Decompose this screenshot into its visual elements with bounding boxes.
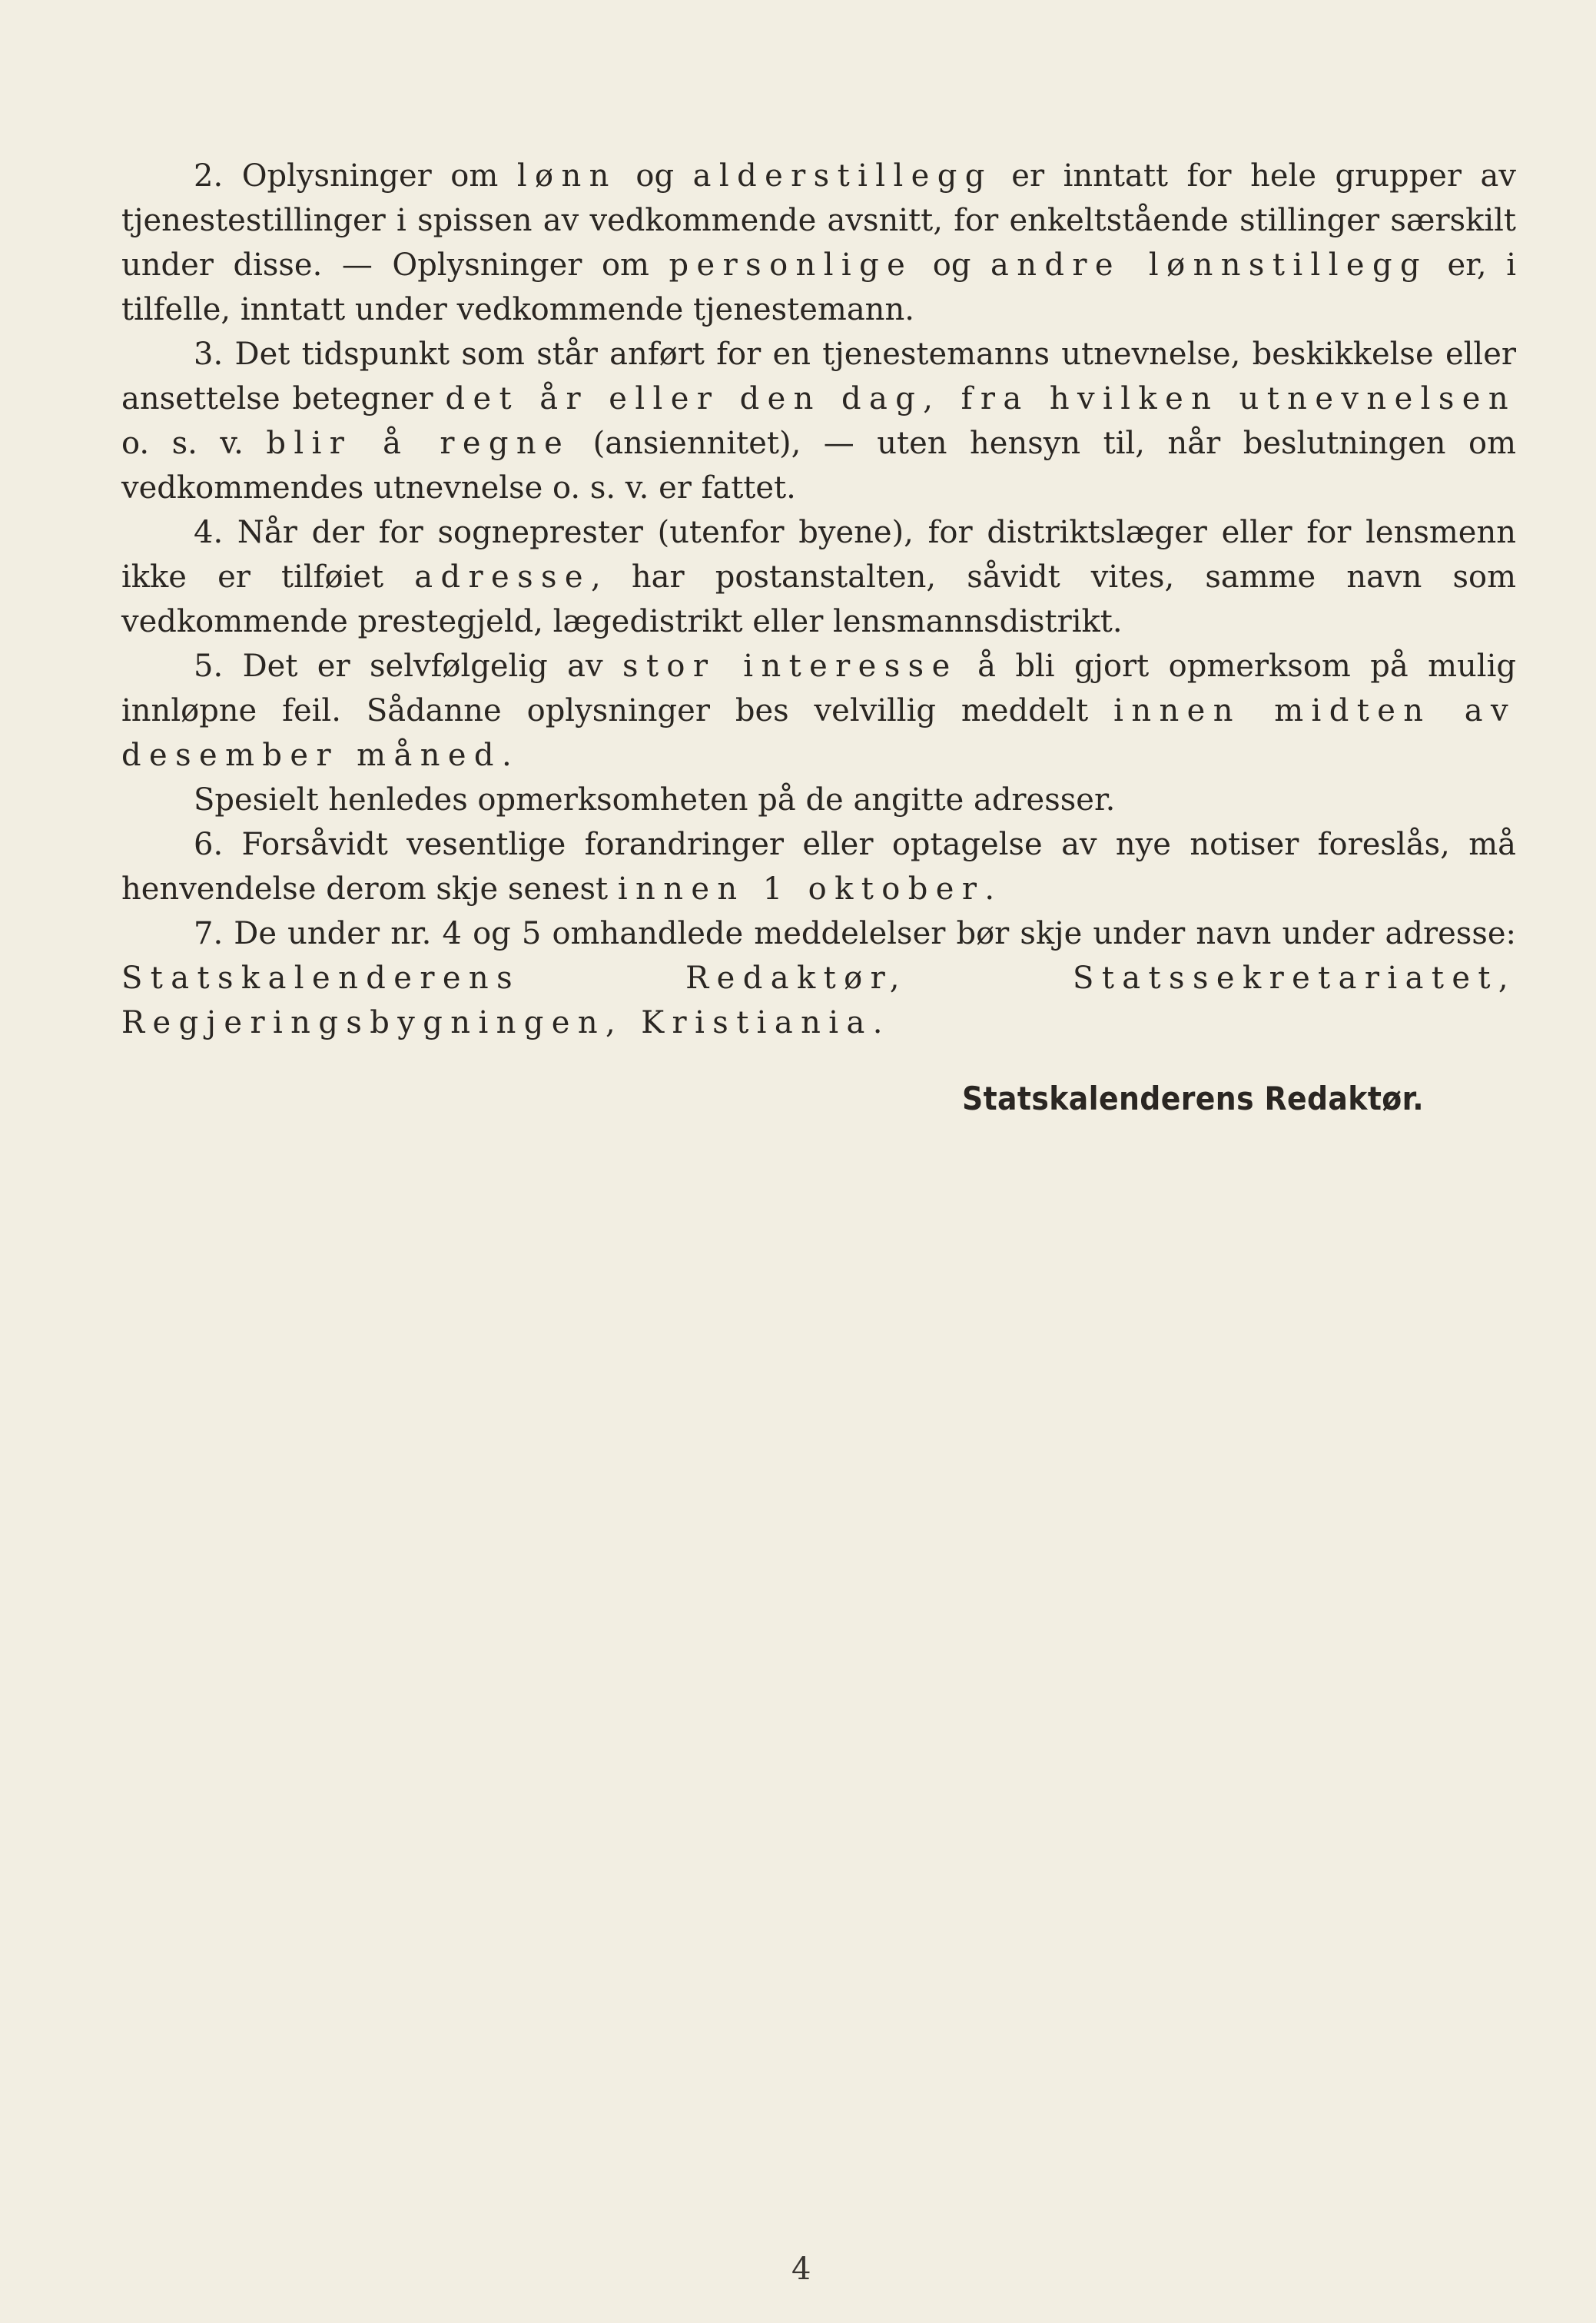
paragraph (121, 332, 1516, 510)
text-run: 6. Forsåvidt vesentlige forandringer eller optagelse av nye notiser foreslås, må henvendelse derom skje senest (121, 827, 1516, 907)
text-run: er, i tilfelle, inntatt under vedkommende tjenestemann. (121, 247, 1516, 327)
text-run: og (913, 247, 990, 283)
text-run: . (872, 1005, 883, 1040)
spaced-emphasis: blir å regne (266, 426, 571, 461)
spaced-emphasis: alderstillegg (692, 158, 993, 194)
signature: Statskalenderens Redaktør. (962, 1080, 1424, 1117)
text-run: Spesielt henledes opmerksomheten på de angitte adresser. (194, 782, 1116, 818)
text-run: , har postanstalten, såvidt vites, samme navn som vedkommende prestegjeld, lægedistrikt eller lensmannsdistrikt. (121, 559, 1516, 639)
spaced-emphasis: personlige (669, 247, 914, 283)
spaced-emphasis: innen midten av desember måned (121, 693, 1516, 773)
text-run: å bli gjort opmerksom på mulig innløpne feil. Sådanne oplysninger bes velvillig meddelt (121, 649, 1516, 728)
spaced-emphasis: andre lønnstillegg (990, 247, 1428, 283)
paragraph (121, 644, 1516, 778)
text-run: . (984, 871, 995, 907)
text-run: 5. Det er selvfølgelig av (194, 649, 623, 684)
spaced-emphasis: Statskalenderens Redaktør, Statssekretariatet, Regjeringsbygningen, Kristiania (121, 961, 1516, 1040)
text-run: 2. Oplysninger om (194, 158, 517, 194)
text-run: 7. De under nr. 4 og 5 omhandlede meddelelser bør skje under navn under adresse: (194, 916, 1516, 951)
text-run: (ansiennitet), — uten hensyn til, når beslutningen om vedkommendes utnevnelse o. s. v. er fattet. (121, 426, 1516, 506)
spaced-emphasis: det år eller den dag, fra hvilken utnevnelsen (445, 381, 1516, 416)
paragraph (121, 154, 1516, 332)
body-text (121, 154, 1516, 1045)
page-number: 4 (791, 2252, 811, 2287)
spaced-emphasis: innen 1 oktober (617, 871, 985, 907)
text-run: 4. Når der for sogneprester (utenfor byene), for distriktslæger eller for lensmenn ikke er tilføiet (121, 515, 1516, 595)
paragraph (121, 822, 1516, 911)
text-run: er inntatt for hele grupper av tjenestestillinger i spissen av vedkommende avsnitt, for enkeltstående stillinger særskilt under disse. — Oplysninger om (121, 158, 1517, 283)
paragraph (121, 778, 1516, 822)
paragraph (121, 911, 1516, 1045)
spaced-emphasis: stor interesse (622, 649, 958, 684)
spaced-emphasis: lønn (516, 158, 617, 194)
paragraph (121, 510, 1516, 644)
text-run: . (501, 738, 512, 773)
text-run: 3. Det tidspunkt som står anført for en tjenestemanns utnevnelse, beskikkelse eller ansettelse betegner (121, 337, 1516, 416)
spaced-emphasis: adresse (414, 559, 592, 595)
text-run: o. s. v. (121, 426, 267, 461)
text-run: og (616, 158, 693, 194)
